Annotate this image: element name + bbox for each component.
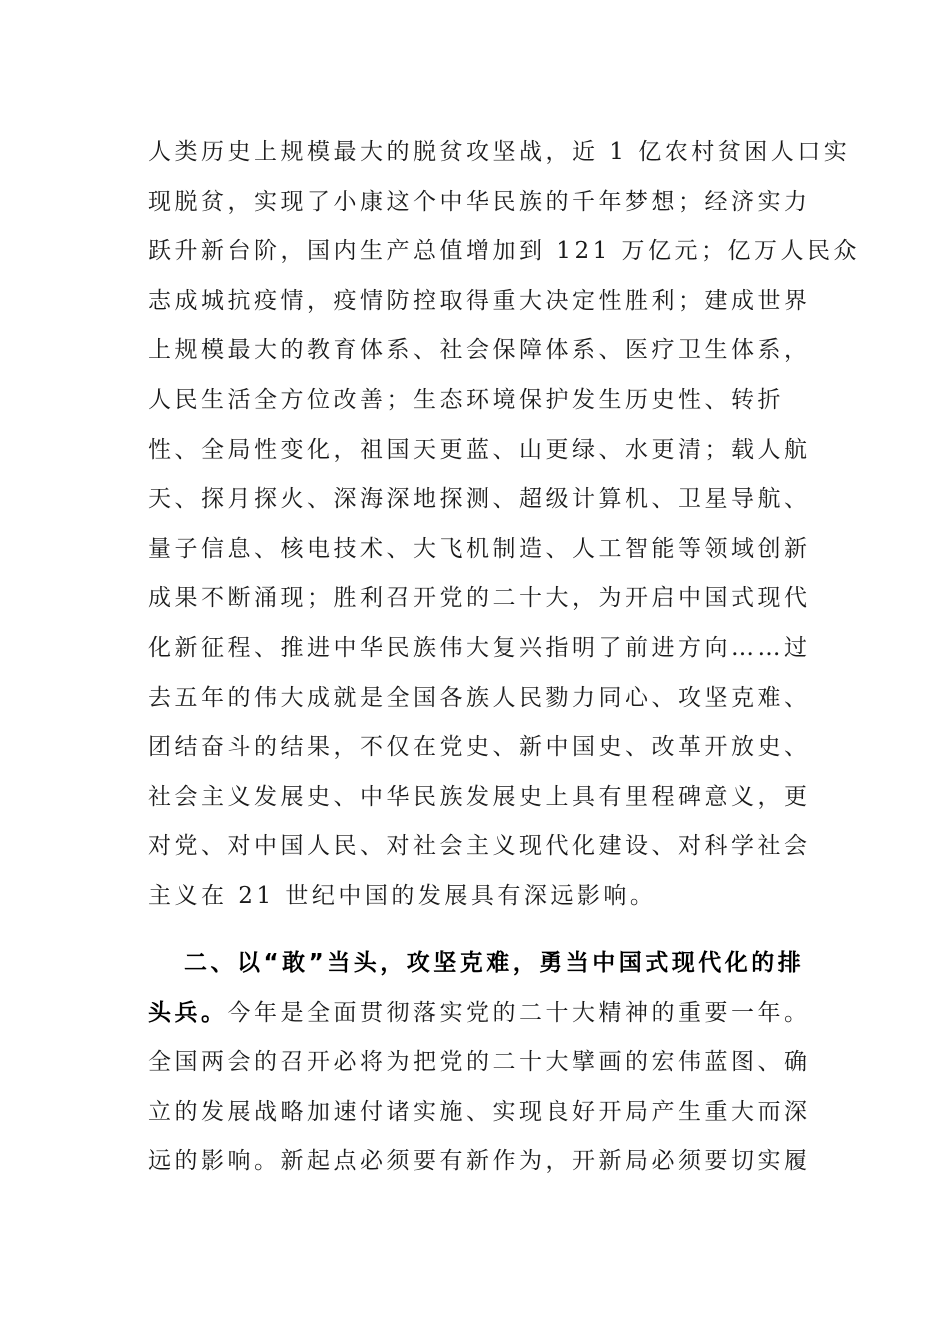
paragraph-section-two — [148, 939, 811, 1187]
section-heading-end: 头兵。 — [148, 999, 228, 1026]
text-line: 社会主义发展史、中华民族发展史上具有里程碑意义，更 — [148, 783, 811, 810]
text-line: 志成城抗疫情，疫情防控取得重大决定性胜利；建成世界 — [148, 287, 811, 314]
text-line: 跃升新台阶，国内生产总值增加到 121 万亿元；亿万人民众 — [148, 238, 861, 265]
text-line: 主义在 21 世纪中国的发展具有深远影响。 — [148, 882, 657, 909]
text-line: 远的影响。新起点必须要有新作为，开新局必须要切实履 — [148, 1148, 811, 1175]
text-line: 人类历史上规模最大的脱贫攻坚战，近 1 亿农村贫困人口实 — [148, 139, 851, 165]
text-line: 性、全局性变化，祖国天更蓝、山更绿、水更清；载人航 — [148, 436, 811, 463]
text-line: 去五年的伟大成就是全国各族人民勠力同心、攻坚克难、 — [148, 684, 811, 711]
text-line: 成果不断涌现；胜利召开党的二十大，为开启中国式现代 — [148, 585, 811, 612]
section-heading: 二、以“敢”当头，攻坚克难，勇当中国式现代化的排 — [184, 950, 805, 976]
text-line: 化新征程、推进中华民族伟大复兴指明了前进方向……过 — [148, 634, 811, 661]
text-line: 上规模最大的教育体系、社会保障体系、医疗卫生体系， — [148, 337, 811, 364]
text-span: 今年是全面贯彻落实党的二十大精神的重要一年。 — [227, 999, 811, 1026]
paragraph-achievements — [148, 128, 861, 922]
text-line: 量子信息、核电技术、大飞机制造、人工智能等领域创新 — [148, 535, 811, 562]
text-line: 现脱贫，实现了小康这个中华民族的千年梦想；经济实力 — [148, 188, 811, 215]
text-line: 团结奋斗的结果，不仅在党史、新中国史、改革开放史、 — [148, 734, 811, 761]
text-line: 全国两会的召开必将为把党的二十大擘画的宏伟蓝图、确 — [148, 1049, 811, 1076]
text-line — [148, 989, 811, 1039]
text-line: 立的发展战略加速付诸实施、实现良好开局产生重大而深 — [148, 1098, 811, 1125]
text-line: 对党、对中国人民、对社会主义现代化建设、对科学社会 — [148, 833, 811, 860]
text-line: 天、探月探火、深海深地探测、超级计算机、卫星导航、 — [148, 486, 811, 513]
text-line: 人民生活全方位改善；生态环境保护发生历史性、转折 — [148, 386, 784, 413]
